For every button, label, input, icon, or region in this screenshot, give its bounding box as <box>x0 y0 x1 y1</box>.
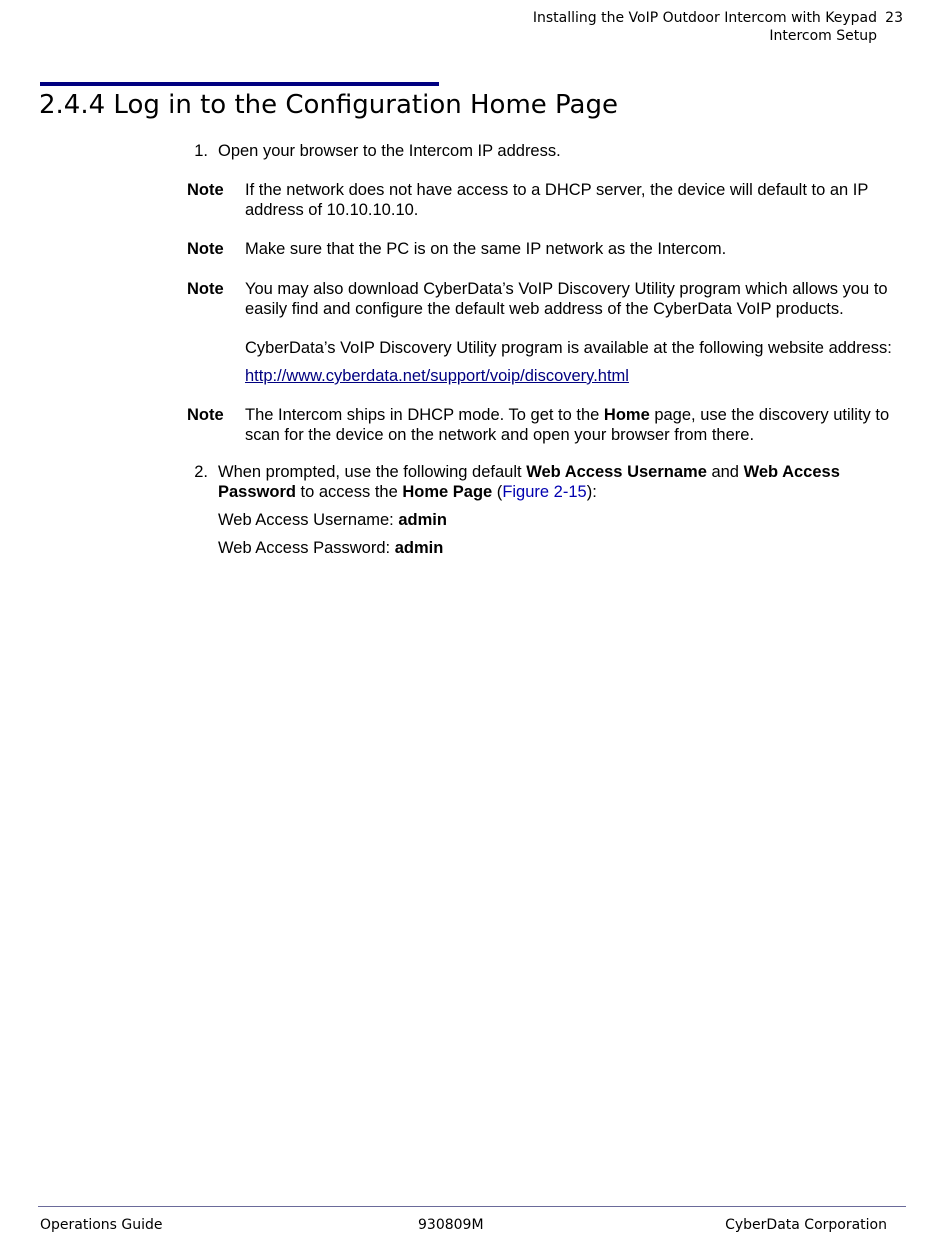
footer-rule <box>38 1206 906 1207</box>
heading-rule <box>40 82 439 86</box>
step-2-text-e: ): <box>586 483 597 501</box>
note-2-text: Make sure that the PC is on the same IP network as the Intercom. <box>245 240 727 258</box>
note-1-text: If the network does not have access to a DHCP server, the device will default to an IP address of 10.10.10.10. <box>245 181 869 219</box>
header-line-1 <box>533 9 903 27</box>
step-1-text: Open your browser to the Intercom IP address. <box>218 142 561 160</box>
step-2-text-a: When prompted, use the following default <box>218 463 527 481</box>
step-1-number: 1. <box>194 142 208 160</box>
step-2-text-d: ( <box>492 483 503 501</box>
note-1-label: Note <box>187 181 224 199</box>
footer-left: Operations Guide <box>40 1217 163 1233</box>
header-section <box>533 27 903 45</box>
step-2-text <box>218 462 858 502</box>
header-chapter: Installing the VoIP Outdoor Intercom with Keypad <box>532 10 877 26</box>
footer-right: CyberData Corporation <box>725 1217 887 1233</box>
running-header <box>533 9 903 45</box>
step-2-bold-password: Web Access Password <box>218 463 840 501</box>
section-heading: 2.4.4 Log in to the Configuration Home Page <box>39 90 618 120</box>
note-4-label: Note <box>187 406 224 424</box>
note-3-text: You may also download CyberData’s VoIP Discovery Utility program which allows you to easily find and configure the default web address of the CyberData VoIP products. <box>245 280 888 318</box>
note-2-label: Note <box>187 240 224 258</box>
note-4-bold: Home <box>603 406 650 424</box>
username-value: admin <box>398 511 447 529</box>
note-3-link-row <box>245 366 895 386</box>
step-2-number: 2. <box>194 463 208 481</box>
header-section-text: Intercom Setup <box>769 28 877 44</box>
footer-center: 930809M <box>418 1217 484 1233</box>
note-4-text <box>245 405 895 445</box>
credential-username <box>218 510 447 530</box>
step-2-text-b: and <box>706 463 744 481</box>
discovery-utility-link[interactable]: http://www.cyberdata.net/support/voip/discovery.html <box>245 367 629 385</box>
username-label: Web Access Username: <box>218 511 399 529</box>
credential-password <box>218 538 443 558</box>
step-2-bold-username: Web Access Username <box>526 463 707 481</box>
step-2-bold-home-page: Home Page <box>402 483 493 501</box>
figure-2-15-xref[interactable]: Figure 2-15 <box>502 483 587 501</box>
note-3-text-2: CyberData’s VoIP Discovery Utility program is available at the following website address: <box>245 339 892 357</box>
step-2-text-c: to access the <box>295 483 403 501</box>
note-4-text-b: page, use the discovery utility to scan for the device on the network and open your browser from there. <box>245 406 890 444</box>
page-number: 23 <box>885 10 903 26</box>
note-4-text-a: The Intercom ships in DHCP mode. To get to the <box>245 406 604 424</box>
password-value: admin <box>394 539 444 557</box>
password-label: Web Access Password: <box>218 539 395 557</box>
note-3-label: Note <box>187 280 224 298</box>
